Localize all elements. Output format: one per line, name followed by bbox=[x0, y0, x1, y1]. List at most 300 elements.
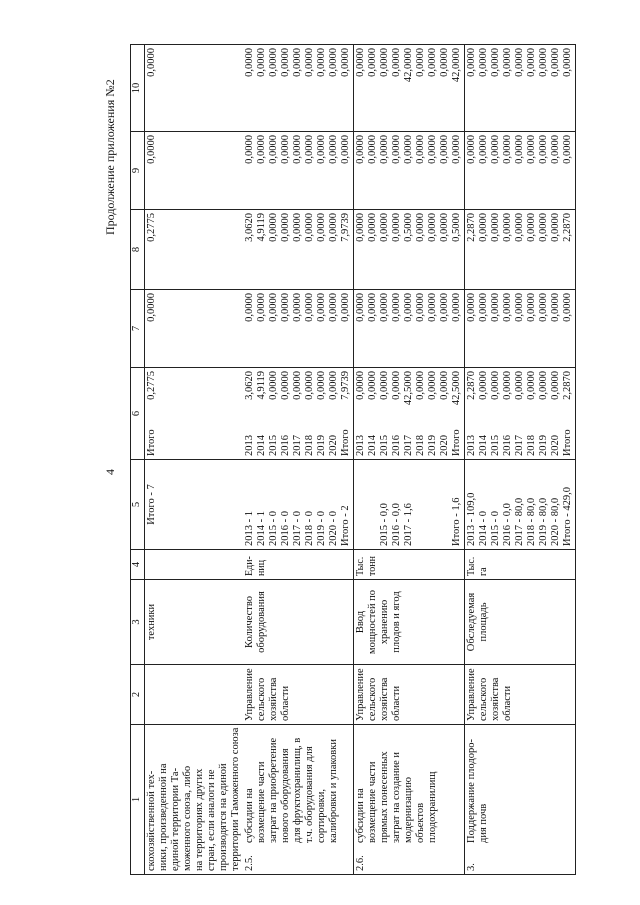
line: 0,0000 bbox=[439, 371, 450, 400]
line: 2013 bbox=[355, 435, 366, 456]
row-federal bbox=[465, 210, 576, 290]
line: 0,0000 bbox=[550, 213, 561, 242]
row-executor bbox=[465, 665, 576, 725]
line: 0,0000 bbox=[355, 135, 366, 164]
line: 2016 - 0,0 bbox=[391, 503, 402, 546]
line: Еди- bbox=[244, 556, 255, 576]
line: 0,0000 bbox=[427, 135, 438, 164]
top-local: 0,0000 bbox=[146, 135, 157, 164]
line: 2,2870 bbox=[562, 213, 573, 242]
row-local bbox=[243, 132, 354, 210]
line: Поддержание плодоро- bbox=[466, 739, 477, 843]
line: 0,0000 bbox=[550, 371, 561, 400]
line: 0,0000 bbox=[391, 371, 402, 400]
line: 2019 bbox=[427, 435, 438, 456]
line: хранению bbox=[379, 599, 390, 645]
line: 0,0000 bbox=[367, 48, 378, 77]
line: затрат на создание и bbox=[391, 751, 402, 843]
line: хозяйства bbox=[490, 677, 501, 721]
line: 0,0000 bbox=[256, 293, 267, 322]
line: 0,0000 bbox=[355, 213, 366, 242]
line: стран, если аналоги не bbox=[206, 769, 217, 871]
line bbox=[355, 463, 367, 546]
line: 0,0000 bbox=[415, 213, 426, 242]
line: 0,0000 bbox=[316, 293, 327, 322]
line: 2019 bbox=[316, 435, 327, 456]
line: 0,0000 bbox=[355, 48, 366, 77]
col-8: 8 bbox=[131, 210, 145, 290]
top-plan: Итого - 7 bbox=[146, 484, 157, 525]
line: 0,0000 bbox=[268, 371, 279, 400]
line: 2013 bbox=[466, 435, 477, 456]
line: 0,0000 bbox=[490, 135, 501, 164]
line: т.ч. оборудования для bbox=[304, 746, 315, 843]
line: 0,0000 bbox=[379, 293, 390, 322]
line: 0,0000 bbox=[328, 213, 339, 242]
line: области bbox=[280, 685, 291, 721]
line: 0,0000 bbox=[292, 48, 303, 77]
line: 2017 - 80,0 bbox=[514, 497, 525, 546]
col-7: 7 bbox=[131, 290, 145, 368]
col-6: 6 bbox=[131, 368, 145, 460]
row-years bbox=[355, 429, 463, 456]
top-other: 0,0000 bbox=[146, 48, 157, 77]
line: субсидии на bbox=[244, 788, 255, 843]
line: 0,0000 bbox=[550, 293, 561, 322]
line: 2016 bbox=[502, 435, 513, 456]
line: 0,0000 bbox=[538, 293, 549, 322]
line: 0,0000 bbox=[538, 213, 549, 242]
table-row-continuation bbox=[145, 45, 244, 875]
line: 0,0000 bbox=[379, 135, 390, 164]
line: ники, произведенной на bbox=[158, 763, 169, 871]
line: 2017 bbox=[514, 435, 525, 456]
line: сельского bbox=[478, 677, 489, 721]
line: 2018 bbox=[304, 435, 315, 456]
line: 0,0000 bbox=[304, 293, 315, 322]
line: 0,0000 bbox=[280, 371, 291, 400]
line: Итого bbox=[340, 429, 351, 456]
line: 0,0000 bbox=[340, 48, 351, 77]
line: нового оборудования bbox=[280, 748, 291, 843]
line: 0,0000 bbox=[514, 371, 525, 400]
row-local bbox=[465, 132, 576, 210]
line: производятся на единой bbox=[218, 763, 229, 871]
line: 0,0000 bbox=[340, 293, 351, 322]
line: калибровки и упаковки bbox=[328, 739, 339, 843]
line: Управление bbox=[244, 668, 255, 721]
line: 0,0000 bbox=[280, 293, 291, 322]
line: 0,0000 bbox=[478, 135, 489, 164]
line: 0,0000 bbox=[526, 135, 537, 164]
line: 0,0000 bbox=[490, 48, 501, 77]
line: 0,0000 bbox=[316, 371, 327, 400]
line: 2014 - 1 bbox=[256, 511, 267, 546]
line: единой территории Та- bbox=[170, 767, 181, 871]
line: 7,9739 bbox=[340, 371, 351, 400]
line: 0,0000 bbox=[502, 293, 513, 322]
row-executor bbox=[354, 665, 465, 725]
line: 0,0000 bbox=[292, 213, 303, 242]
continuation-title: Продолжение приложения №2 bbox=[103, 79, 117, 235]
line: 0,0000 bbox=[316, 48, 327, 77]
row-indicator bbox=[354, 580, 465, 665]
line: возмещение части bbox=[367, 761, 378, 843]
line: 42,0000 bbox=[451, 48, 462, 83]
line: прямых понесенных bbox=[379, 751, 390, 843]
row-plan bbox=[354, 460, 465, 550]
top-year-label: Итого bbox=[146, 429, 157, 456]
row-years bbox=[466, 429, 574, 456]
line: 2015 bbox=[268, 435, 279, 456]
top-federal: 0,2775 bbox=[146, 213, 157, 242]
line: 0,0000 bbox=[538, 135, 549, 164]
line: 0,0000 bbox=[292, 371, 303, 400]
line: 0,0000 bbox=[562, 48, 573, 77]
line: 0,0000 bbox=[514, 293, 525, 322]
line: 0,0000 bbox=[478, 48, 489, 77]
line: 0,0000 bbox=[439, 213, 450, 242]
line: 0,0000 bbox=[415, 293, 426, 322]
line: 0,0000 bbox=[427, 213, 438, 242]
table-row-3 bbox=[465, 45, 576, 875]
col-3: 3 bbox=[131, 580, 145, 665]
line: 0,0000 bbox=[562, 135, 573, 164]
line: 0,0000 bbox=[403, 293, 414, 322]
line: 2020 - 0 bbox=[328, 511, 339, 546]
row-number: 3. bbox=[466, 863, 477, 871]
line: 0,0000 bbox=[415, 371, 426, 400]
line: 0,0000 bbox=[490, 293, 501, 322]
line: Управление bbox=[355, 668, 366, 721]
line: 0,5000 bbox=[451, 213, 462, 242]
line: возмещение части bbox=[256, 761, 267, 843]
line: 0,0000 bbox=[538, 48, 549, 77]
line: для фруктохранилищ, в bbox=[292, 737, 303, 843]
row-description bbox=[466, 739, 490, 843]
line: 0,0000 bbox=[550, 135, 561, 164]
line: 0,0000 bbox=[466, 293, 477, 322]
line: субсидии на bbox=[355, 788, 366, 843]
line: объектов bbox=[415, 802, 426, 843]
line: 0,0000 bbox=[526, 213, 537, 242]
line: 0,0000 bbox=[550, 48, 561, 77]
line: 2020 bbox=[328, 435, 339, 456]
line: 0,0000 bbox=[502, 371, 513, 400]
rotated-page bbox=[95, 45, 635, 875]
line: 0,0000 bbox=[316, 135, 327, 164]
line: 4,9119 bbox=[256, 371, 267, 400]
line: 0,0000 bbox=[526, 293, 537, 322]
col-1: 1 bbox=[131, 725, 145, 875]
line: 2017 bbox=[403, 435, 414, 456]
line: 0,0000 bbox=[514, 135, 525, 164]
line: 2015 bbox=[490, 435, 501, 456]
line: 2020 bbox=[550, 435, 561, 456]
line bbox=[427, 463, 439, 546]
line: 0,0000 bbox=[391, 213, 402, 242]
line: 0,0000 bbox=[367, 213, 378, 242]
row-total bbox=[466, 371, 574, 400]
line: 0,0000 bbox=[391, 293, 402, 322]
row-total bbox=[244, 371, 352, 400]
line: 0,0000 bbox=[502, 48, 513, 77]
line: территории Таможенного союза bbox=[230, 727, 241, 871]
line: 0,0000 bbox=[439, 48, 450, 77]
line: 2017 - 1,6 bbox=[403, 503, 414, 546]
line: 0,0000 bbox=[526, 48, 537, 77]
line: 2016 - 0,0 bbox=[502, 503, 513, 546]
line: ниц bbox=[256, 559, 267, 576]
line: 0,0000 bbox=[439, 135, 450, 164]
line: 0,0000 bbox=[478, 371, 489, 400]
line: дия почв bbox=[478, 803, 489, 843]
line: 0,0000 bbox=[328, 293, 339, 322]
row-unit bbox=[354, 550, 465, 580]
row-local bbox=[354, 132, 465, 210]
line: 2015 - 0,0 bbox=[379, 503, 390, 546]
line: 0,0000 bbox=[427, 48, 438, 77]
line: 2,2870 bbox=[562, 371, 573, 400]
row-other bbox=[354, 45, 465, 132]
row-indicator bbox=[465, 580, 576, 665]
line: 0,0000 bbox=[256, 48, 267, 77]
line: 0,0000 bbox=[514, 213, 525, 242]
table-row-2-5 bbox=[243, 45, 354, 875]
line: сельского bbox=[256, 677, 267, 721]
line: 0,0000 bbox=[268, 293, 279, 322]
line: на территориях других bbox=[194, 768, 205, 871]
line: 2018 - 0 bbox=[304, 511, 315, 546]
row-number: 2.6. bbox=[355, 855, 366, 871]
line: Управление bbox=[466, 668, 477, 721]
line: 2015 bbox=[379, 435, 390, 456]
row-federal bbox=[354, 210, 465, 290]
line: 0,0000 bbox=[562, 293, 573, 322]
line: Итого - 429,0 bbox=[562, 487, 573, 546]
line: тонн bbox=[367, 556, 378, 576]
row-regional bbox=[243, 290, 354, 368]
line: 0,0000 bbox=[451, 293, 462, 322]
line: плодохранилищ bbox=[427, 771, 438, 843]
line: 0,0000 bbox=[415, 48, 426, 77]
top-regional: 0,0000 bbox=[146, 293, 157, 322]
line: 0,0000 bbox=[367, 371, 378, 400]
line: 0,0000 bbox=[427, 293, 438, 322]
line: 3,0620 bbox=[244, 371, 255, 400]
line: 0,0000 bbox=[304, 213, 315, 242]
row-number: 2.5. bbox=[244, 855, 255, 871]
line: 0,0000 bbox=[439, 293, 450, 322]
line: 0,0000 bbox=[466, 48, 477, 77]
line: 0,0000 bbox=[367, 135, 378, 164]
line: 4,9119 bbox=[256, 213, 267, 242]
line: Ввод bbox=[355, 610, 366, 634]
row-plan bbox=[243, 460, 354, 550]
line: 2020 bbox=[439, 435, 450, 456]
line: 2013 - 109,0 bbox=[466, 492, 477, 546]
line: 0,0000 bbox=[403, 135, 414, 164]
line: 0,0000 bbox=[538, 371, 549, 400]
line: 0,0000 bbox=[304, 371, 315, 400]
row-executor bbox=[243, 665, 354, 725]
line: 2019 bbox=[538, 435, 549, 456]
line: Тыс. bbox=[355, 556, 366, 576]
column-number-row bbox=[131, 45, 145, 875]
line: 0,0000 bbox=[355, 371, 366, 400]
row-unit bbox=[243, 550, 354, 580]
line: 2014 bbox=[256, 435, 267, 456]
row-years bbox=[244, 429, 352, 456]
line: 42,5000 bbox=[451, 371, 462, 406]
row-total bbox=[355, 371, 463, 405]
line: сельского bbox=[367, 677, 378, 721]
line: 0,0000 bbox=[280, 48, 291, 77]
line: 0,0000 bbox=[280, 213, 291, 242]
line: 0,0000 bbox=[502, 135, 513, 164]
top-total: 0,2775 bbox=[146, 371, 157, 400]
line: 0,0000 bbox=[415, 135, 426, 164]
line: 2018 bbox=[415, 435, 426, 456]
line: 0,0000 bbox=[244, 293, 255, 322]
line: хозяйства bbox=[268, 677, 279, 721]
line: 0,0000 bbox=[256, 135, 267, 164]
line: 0,0000 bbox=[478, 293, 489, 322]
row-unit bbox=[465, 550, 576, 580]
line: 0,0000 bbox=[451, 135, 462, 164]
col-10: 10 bbox=[131, 45, 145, 132]
line: 2014 - 0 bbox=[478, 511, 489, 546]
line: 2019 - 0 bbox=[316, 511, 327, 546]
line: 0,0000 bbox=[328, 371, 339, 400]
line: 0,0000 bbox=[328, 48, 339, 77]
line: Количество bbox=[244, 595, 255, 649]
row-indicator bbox=[243, 580, 354, 665]
line: скохозяйственной тех- bbox=[146, 770, 157, 871]
line: 0,0000 bbox=[292, 135, 303, 164]
line: 0,0000 bbox=[514, 48, 525, 77]
line: 2014 bbox=[367, 435, 378, 456]
row-regional bbox=[465, 290, 576, 368]
line: оборудования bbox=[256, 591, 267, 653]
line: 0,0000 bbox=[427, 371, 438, 400]
line: затрат на приобретение bbox=[268, 737, 279, 843]
line: 0,0000 bbox=[355, 293, 366, 322]
line: 0,0000 bbox=[490, 371, 501, 400]
line: 0,0000 bbox=[466, 135, 477, 164]
line: площадь bbox=[478, 602, 489, 642]
line: 0,0000 bbox=[379, 371, 390, 400]
line: области bbox=[391, 685, 402, 721]
line: 0,0000 bbox=[478, 213, 489, 242]
line: моженного союза, либо bbox=[182, 765, 193, 871]
row-description bbox=[244, 738, 340, 843]
line: области bbox=[502, 685, 513, 721]
line: 0,0000 bbox=[328, 135, 339, 164]
appendix-table bbox=[130, 44, 576, 875]
line: 42,5000 bbox=[403, 371, 414, 406]
line: 2015 - 0 bbox=[490, 511, 501, 546]
line: 7,9739 bbox=[340, 213, 351, 242]
line: 2018 bbox=[526, 435, 537, 456]
line: модернизацию bbox=[403, 777, 414, 843]
col-2: 2 bbox=[131, 665, 145, 725]
line: Итого - 2 bbox=[340, 505, 351, 546]
line: 0,0000 bbox=[379, 213, 390, 242]
line: плодов и ягод bbox=[391, 591, 402, 653]
line: 0,0000 bbox=[268, 48, 279, 77]
col-4: 4 bbox=[131, 550, 145, 580]
line: га bbox=[478, 567, 489, 576]
line bbox=[439, 463, 451, 546]
row-other bbox=[243, 45, 354, 132]
line: 2,2870 bbox=[466, 213, 477, 242]
line: 2013 bbox=[244, 435, 255, 456]
line bbox=[415, 463, 427, 546]
line: 2019 - 80,0 bbox=[538, 497, 549, 546]
line: 0,0000 bbox=[340, 135, 351, 164]
line: 0,0000 bbox=[316, 213, 327, 242]
line: Итого bbox=[451, 429, 462, 456]
line: 0,0000 bbox=[391, 135, 402, 164]
line: 2016 bbox=[391, 435, 402, 456]
line: Обследуемая bbox=[466, 592, 477, 652]
line: 0,0000 bbox=[379, 48, 390, 77]
line: 0,0000 bbox=[268, 135, 279, 164]
top-description bbox=[145, 725, 244, 875]
line: 42,0000 bbox=[403, 48, 414, 83]
top-indicator: техники bbox=[146, 603, 157, 641]
line: 0,0000 bbox=[391, 48, 402, 77]
row-other bbox=[465, 45, 576, 132]
page-number: 4 bbox=[103, 469, 117, 475]
row-regional bbox=[354, 290, 465, 368]
line: 0,0000 bbox=[268, 213, 279, 242]
line: Итого - 1,6 bbox=[451, 497, 462, 546]
line: 2016 - 0 bbox=[280, 511, 291, 546]
line: 2,2870 bbox=[466, 371, 477, 400]
line: 2017 bbox=[292, 435, 303, 456]
col-5: 5 bbox=[131, 460, 145, 550]
line: 3,0620 bbox=[244, 213, 255, 242]
line: сортировки, bbox=[316, 788, 327, 843]
line: 2015 - 0 bbox=[268, 511, 279, 546]
line: 2014 bbox=[478, 435, 489, 456]
line: мощностей по bbox=[367, 589, 378, 655]
line: 0,0000 bbox=[526, 371, 537, 400]
line: 0,0000 bbox=[502, 213, 513, 242]
line: 0,0000 bbox=[244, 135, 255, 164]
line: хозяйства bbox=[379, 677, 390, 721]
line: 0,0000 bbox=[490, 213, 501, 242]
line: 2020 - 80,0 bbox=[550, 497, 561, 546]
line: Тыс. bbox=[466, 556, 477, 576]
line: 0,0000 bbox=[280, 135, 291, 164]
line: 0,0000 bbox=[304, 48, 315, 77]
line: 0,5000 bbox=[403, 213, 414, 242]
line: Итого bbox=[562, 429, 573, 456]
line: 2016 bbox=[280, 435, 291, 456]
line bbox=[367, 463, 379, 546]
line: 0,0000 bbox=[367, 293, 378, 322]
line: 2017 - 0 bbox=[292, 511, 303, 546]
row-plan bbox=[465, 460, 576, 550]
line: 0,0000 bbox=[304, 135, 315, 164]
line: 2018 - 80,0 bbox=[526, 497, 537, 546]
row-federal bbox=[243, 210, 354, 290]
line: 2013 - 1 bbox=[244, 511, 255, 546]
row-description bbox=[355, 751, 439, 843]
